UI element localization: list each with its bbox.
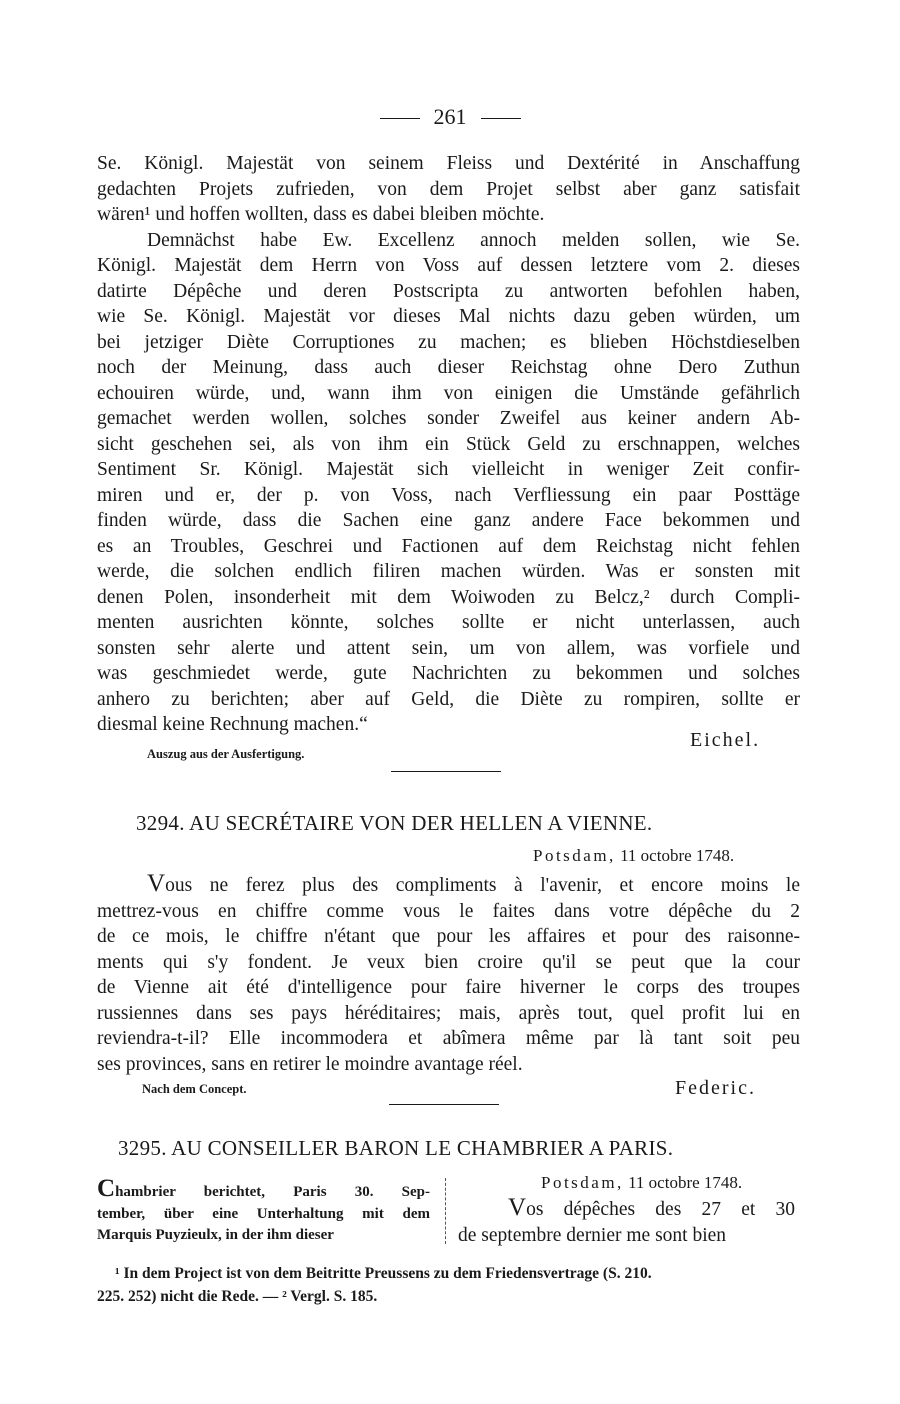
text-line-content: os dépêches des 27 et 30	[526, 1199, 795, 1220]
letter-3295-text	[458, 1195, 795, 1249]
text-line: wie Se. Königl. Majestät vor dieses Mal nichts dazu geben würden, um	[97, 306, 800, 327]
letter-3295-heading: 3295. AU CONSEILLER BARON LE CHAMBRIER A PARIS.	[118, 1136, 674, 1160]
column-divider	[445, 1178, 446, 1244]
text-line: Marquis Puyzieulx, in der ihm dieser	[97, 1227, 334, 1243]
text-line: de ce mois, le chiffre n'étant que pour les affaires et pour des raisonne-	[97, 926, 800, 947]
text-line-content: hambrier berichtet, Paris 30. Sep-	[115, 1184, 430, 1200]
letter-3295-body	[458, 1195, 795, 1249]
letter-3294-body	[97, 871, 800, 1077]
text-line: de septembre dernier me sont bien	[458, 1225, 727, 1246]
text-line: denen Polen, insonderheit mit dem Woiwoden zu Belcz,² durch Compli-	[97, 586, 800, 608]
text-line: Sentiment Sr. Königl. Majestät sich vielleicht in weniger Zeit confir-	[97, 459, 800, 480]
signature-eichel: Eichel.	[690, 729, 761, 751]
text-line: noch der Meinung, dass auch dieser Reichstag ohne Dero Zuthun	[97, 357, 800, 378]
text-line: anhero zu berichten; aber auf Geld, die Diète zu rompiren, sollte er	[97, 688, 800, 710]
text-line: Königl. Majestät dem Herrn von Voss auf dessen letztere vom 2. dieses	[97, 255, 800, 276]
text-line: miren und er, der p. von Voss, nach Verfliessung ein paar Posttäge	[97, 484, 800, 506]
text-line: Demnächst habe Ew. Excellenz annoch melden sollen, wie Se.	[147, 229, 800, 251]
text-line: sicht geschehen sei, als von ihm ein Stück Geld zu erschnappen, welches	[97, 433, 800, 455]
text-line: gedachten Projets zufrieden, von dem Projet selbst aber ganz satisfait	[97, 178, 800, 200]
text-line: was geschmiedet werde, gute Nachrichten zu bekommen und solches	[97, 663, 800, 684]
text-line: werde, die solchen endlich filiren machen würden. Was er sonsten mit	[97, 561, 800, 582]
paragraph-1	[97, 151, 800, 228]
date-place: Potsdam,	[541, 1173, 624, 1192]
letter-3295-dateline	[541, 1173, 742, 1193]
drop-capital: C	[97, 1175, 116, 1202]
text-line: echouiren würde, und, wann ihm von einigen die Umstände gefährlich	[97, 382, 800, 404]
text-line: bei jetziger Diète Corruptiones zu machen; es blieben Höchstdieselben	[97, 331, 800, 353]
source-note-concept: Nach dem Concept.	[142, 1082, 247, 1096]
text-line: Se. Königl. Majestät von seinem Fleiss und Dextérité in Anschaffung	[97, 153, 800, 174]
text-line: ses provinces, sans en retirer le moindre avantage réel.	[97, 1053, 523, 1075]
text-line	[458, 1195, 795, 1223]
text-line: sonsten sehr alerte und attent sein, um von allem, was vorfiele und	[97, 637, 800, 659]
page-number: 261	[433, 104, 467, 129]
section-divider-2	[389, 1104, 499, 1105]
date-rest: 11 octobre 1748.	[628, 1173, 743, 1192]
signature-federic: Federic.	[675, 1077, 756, 1099]
footnote-line-1: ¹ In dem Project ist von dem Beitritte Preussens zu dem Friedensvertrage (S. 210.	[115, 1265, 652, 1282]
text-line: es an Troubles, Geschrei und Factionen auf dem Reichstag nicht fehlen	[97, 535, 800, 557]
text-line: russiennes dans ses pays héréditaires; mais, après tout, quel profit lui en	[97, 1002, 800, 1024]
date-rest: 11 octobre 1748.	[620, 846, 735, 865]
text-line-content: ous ne ferez plus des compliments à l'avenir, et encore moins le	[165, 875, 800, 896]
text-line: reviendra-t-il? Elle incommodera et abîmera même par là tant soit peu	[97, 1028, 800, 1049]
text-line: wären¹ und hoffen wollten, dass es dabei bleiben möchte.	[97, 204, 545, 225]
letter-3294-dateline	[533, 846, 734, 866]
text-line	[97, 871, 800, 899]
drop-capital: V	[147, 870, 166, 897]
text-line: menten ausrichten könnte, solches sollte er nicht unterlassen, auch	[97, 612, 800, 633]
section-divider-1	[391, 771, 501, 772]
text-line: datirte Dépêche und deren Postscripta zu antworten befohlen haben,	[97, 280, 800, 302]
summary-text	[97, 1175, 430, 1247]
source-note-ausfertigung: Auszug aus der Ausfertigung.	[147, 747, 305, 761]
page-number-header	[0, 104, 900, 130]
date-place: Potsdam,	[533, 846, 616, 865]
drop-capital: V	[508, 1194, 527, 1221]
letter-3295-summary	[97, 1175, 430, 1247]
text-line: finden würde, dass die Sachen eine ganz andere Face bekommen und	[97, 510, 800, 531]
letter-3294-heading: 3294. AU SECRÉTAIRE VON DER HELLEN A VIENNE.	[136, 811, 653, 835]
text-line: de Vienne ait été d'intelligence pour faire hiverner le corps des troupes	[97, 977, 800, 998]
letter-3294-text	[97, 871, 800, 1077]
letter-continuation	[97, 151, 800, 738]
footnotes	[97, 1262, 800, 1308]
footnote-line-2: 225. 252) nicht die Rede. — ² Vergl. S. 185.	[97, 1288, 378, 1305]
text-line: tember, über eine Unterhaltung mit dem	[97, 1205, 430, 1222]
paragraph-2	[97, 228, 800, 738]
header-dash-right	[481, 118, 521, 119]
text-line: diesmal keine Rechnung machen.“	[97, 714, 368, 735]
text-line: ments qui s'y fondent. Je veux bien croire qu'il se peut que la cour	[97, 951, 800, 973]
text-line: gemachet werden wollen, solches sonder Zweifel aus keiner andern Ab-	[97, 408, 800, 429]
text-line: mettrez-vous en chiffre comme vous le faites dans votre dépêche du 2	[97, 900, 800, 922]
text-line	[97, 1175, 430, 1204]
header-dash-left	[380, 118, 420, 119]
